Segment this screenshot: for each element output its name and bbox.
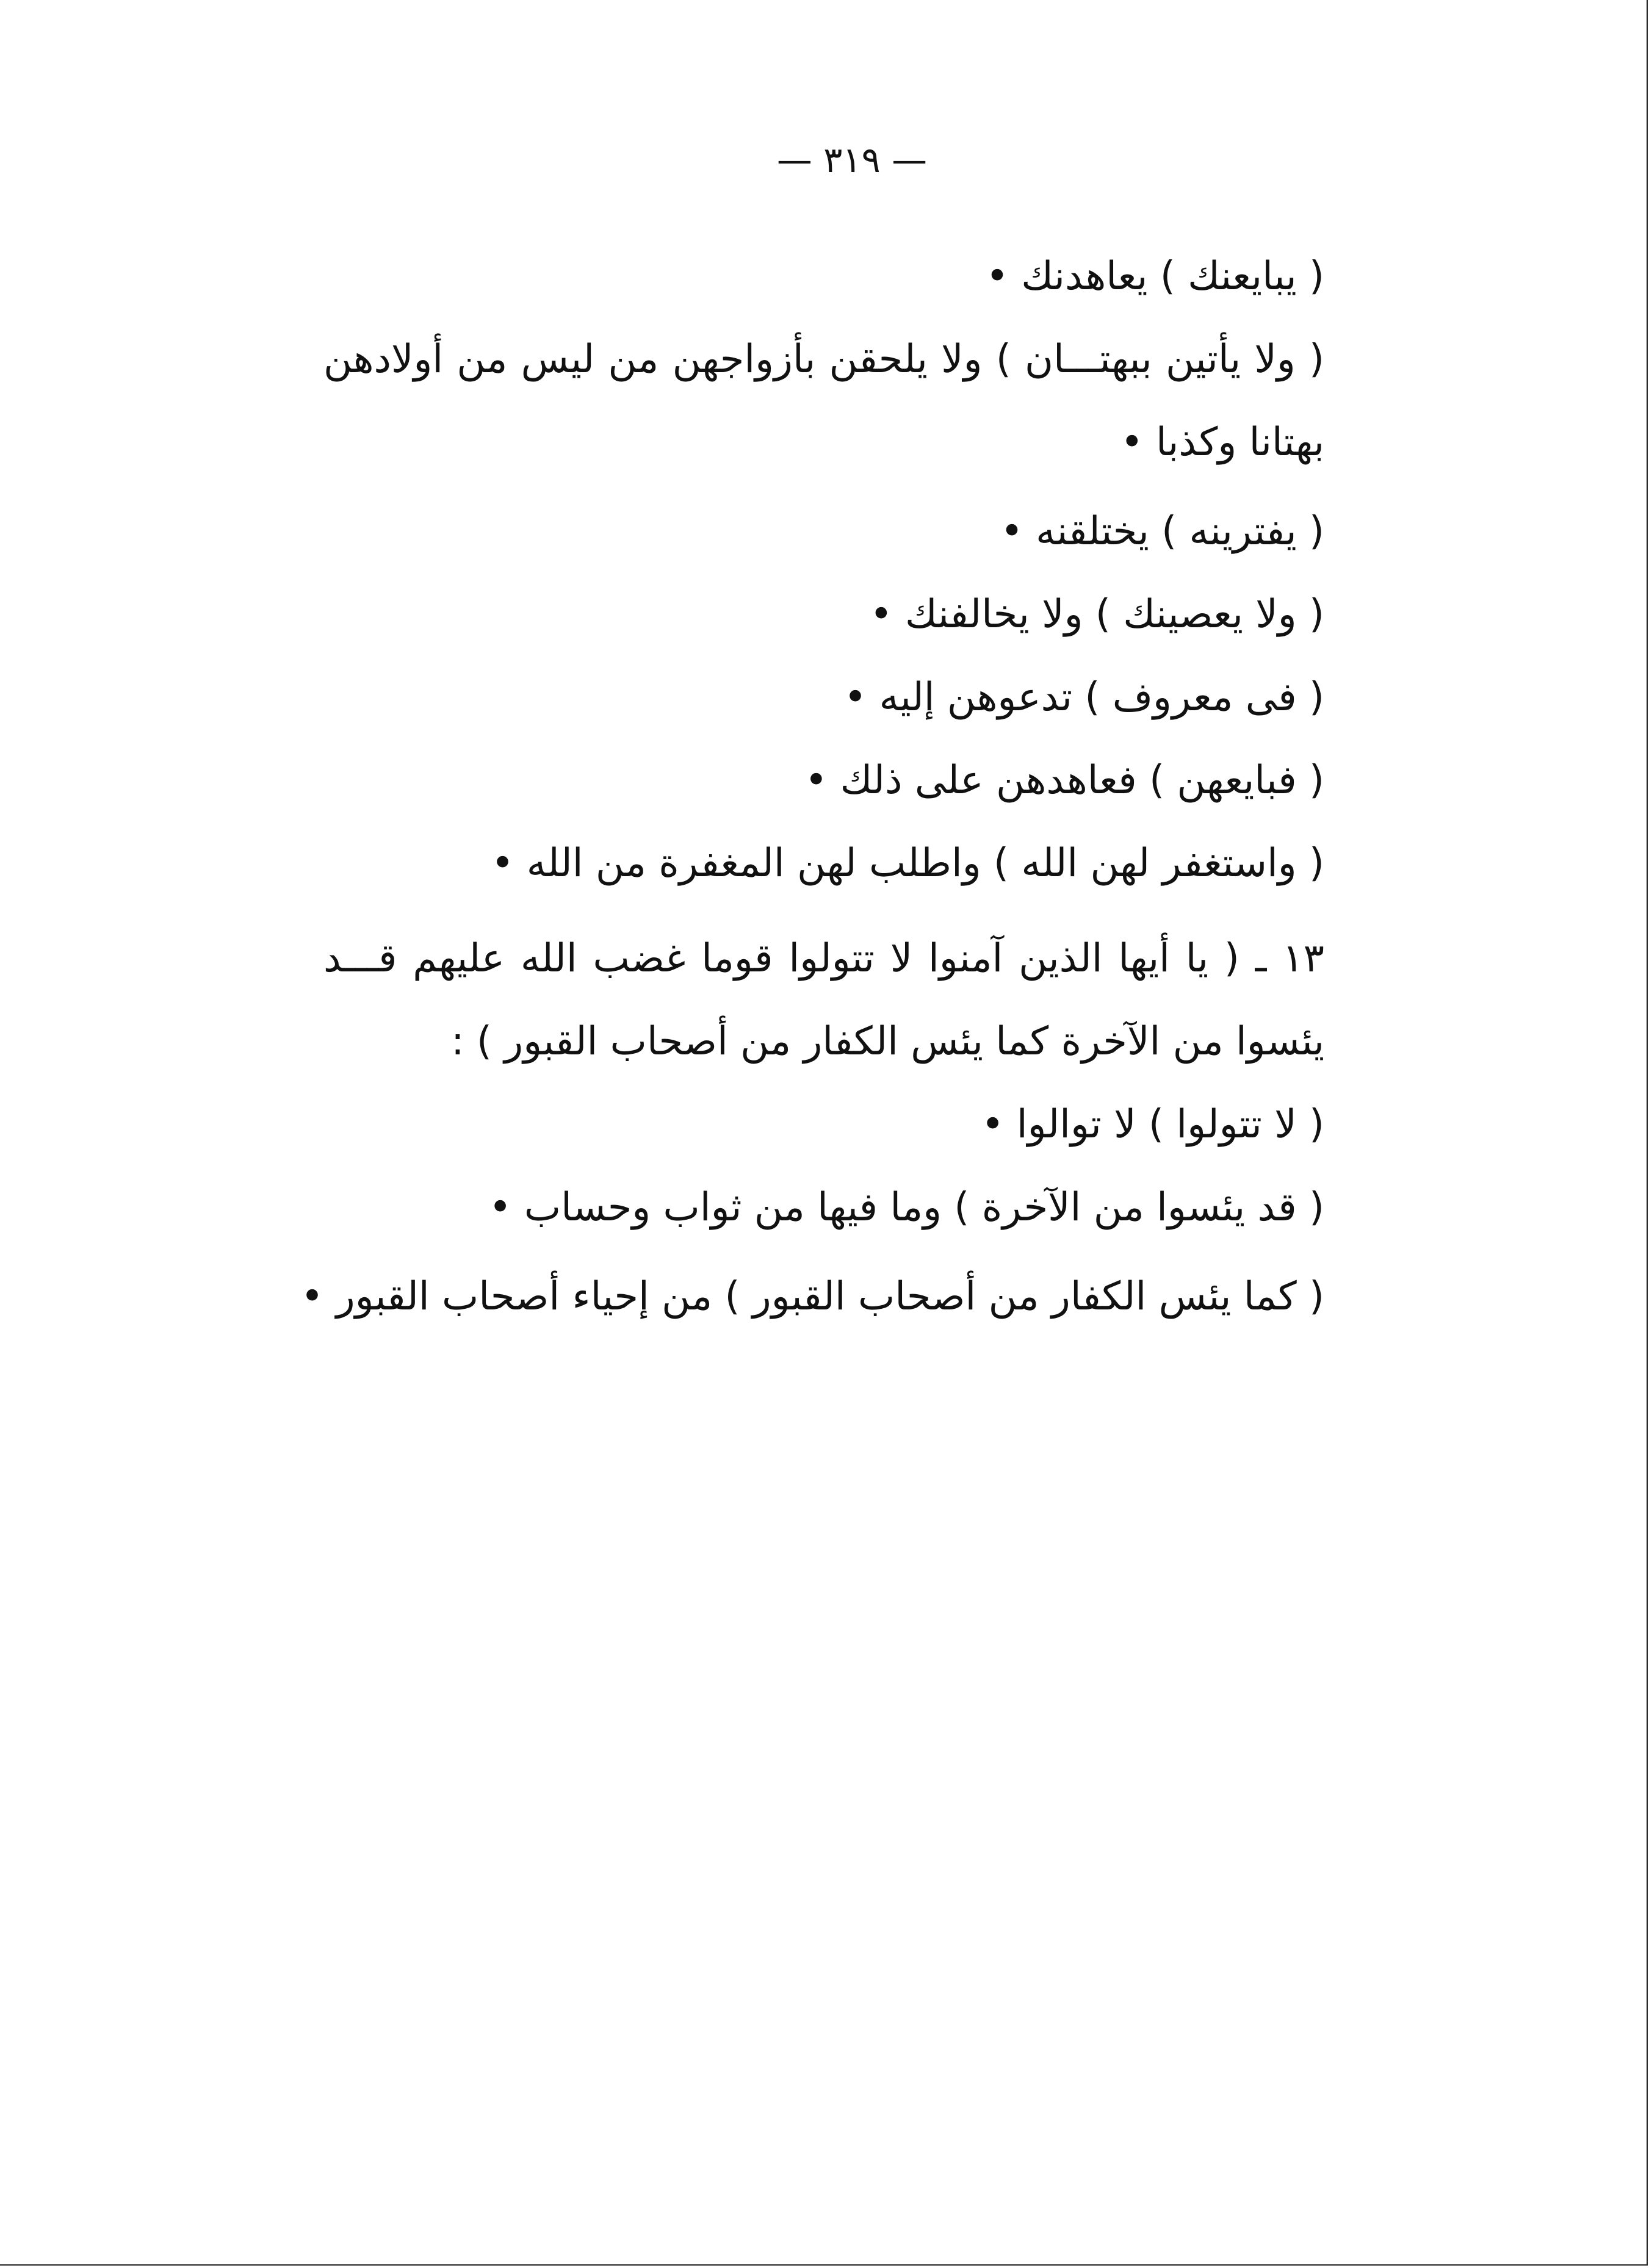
gloss-line: ( واستغفر لهن الله ) واطلب لهن المغفرة من الله • xyxy=(491,841,1324,886)
gloss-line: ( يبايعنك ) يعاهدنك • xyxy=(986,254,1324,299)
gloss-line: ( ولا يعصينك ) ولا يخالفنك • xyxy=(869,592,1324,637)
gloss-line: ( قد يئسوا من الآخرة ) وما فيها من ثواب وحساب • xyxy=(488,1185,1324,1230)
gloss-line: ( فى معروف ) تدعوهن إليه • xyxy=(843,675,1324,720)
page-content xyxy=(300,235,1410,1338)
gloss-paragraph: ( ولا يأتين ببهتـــان ) ولا يلحقن بأزواجهن من ليس من أولادهن بهتانا وكذبا • xyxy=(323,337,1324,465)
page-number: — ٣١٩ — xyxy=(776,139,928,181)
gloss-line: ( يفترينه ) يختلقنه • xyxy=(1000,509,1324,554)
gloss-line: ( فبايعهن ) فعاهدهن على ذلك • xyxy=(804,758,1324,803)
gloss-line: ( كما يئس الكفار من أصحاب القبور ) من إحياء أصحاب القبور • xyxy=(300,1274,1324,1319)
gloss-line: ( لا تتولوا ) لا توالوا • xyxy=(981,1102,1324,1147)
verse-paragraph: ١٣ ـ ( يا أيها الذين آمنوا لا تتولوا قوما غضب الله عليهم قـــد يئسوا من الآخرة كما يئس الكفار من أصحاب القبور ) : xyxy=(323,936,1324,1064)
